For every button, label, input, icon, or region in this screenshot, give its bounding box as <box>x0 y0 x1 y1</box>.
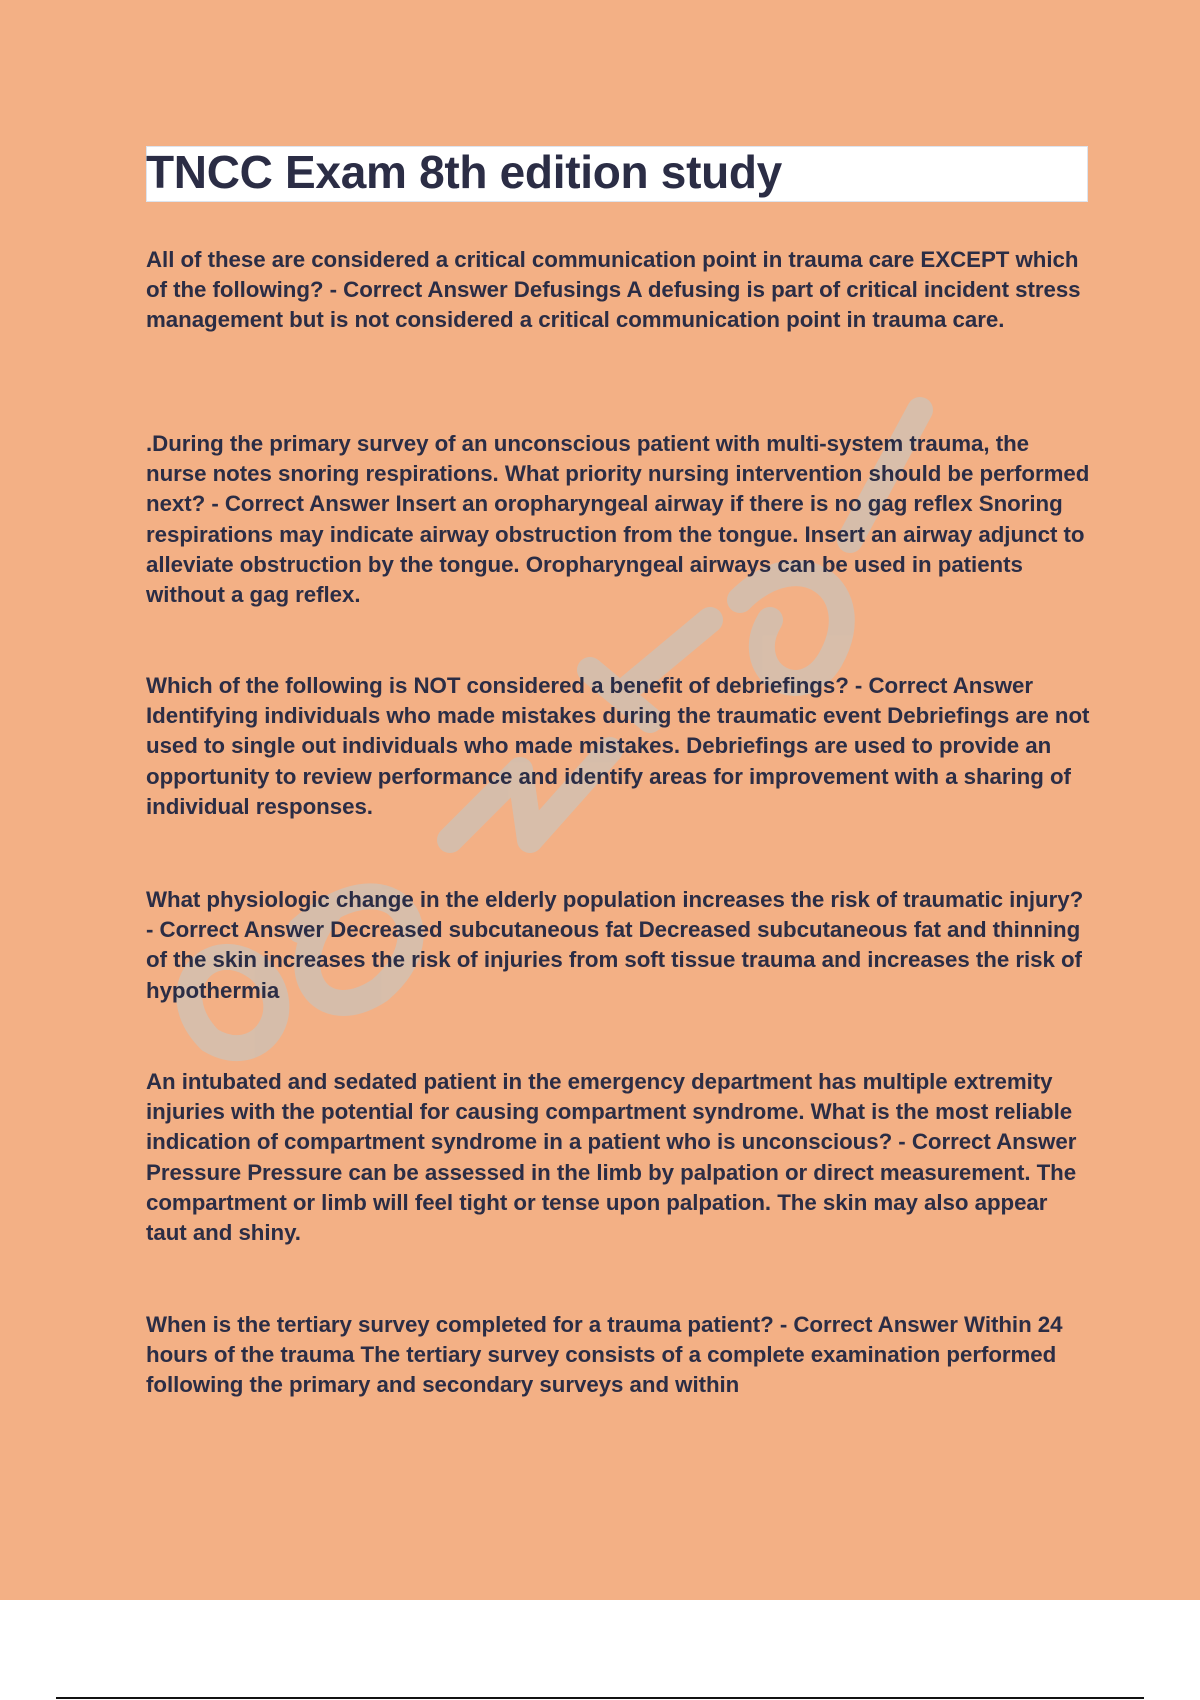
qa-paragraph-3: Which of the following is NOT considered a benefit of debriefings? - Correct Answer Identifying individuals who made mistakes during the traumatic event Debriefings are not used to single out individuals who made mistakes. Debriefings are used to provide an opportunity to review performance and identify areas for improvement with a sharing of individual responses. <box>146 673 1090 819</box>
qa-paragraph-6: When is the tertiary survey completed for a trauma patient? - Correct Answer Within 24 hours of the trauma The tertiary survey consists of a complete examination performed following the primary and secondary surveys and within <box>146 1312 1063 1398</box>
qa-paragraph-4: What physiologic change in the elderly population increases the risk of traumatic injury? - Correct Answer Decreased subcutaneous fat Decreased subcutaneous fat and thinning of the skin increases the risk of injuries from soft tissue trauma and increases the risk of hypothermia <box>146 887 1084 1003</box>
qa-paragraph-1: All of these are considered a critical communication point in trauma care EXCEPT which of the following? - Correct Answer Defusings A defusing is part of critical incident stress management but is not considered a critical communication point in trauma care. <box>146 247 1081 333</box>
bottom-rule <box>56 1697 1144 1699</box>
qa-paragraph-2: .During the primary survey of an unconscious patient with multi-system trauma, the nurse notes snoring respirations. What priority nursing intervention should be performed next? - Correct Answer Insert an oropharyngeal airway if there is no gag reflex Snoring respirations may indicate airway obstruction from the tongue. Insert an airway adjunct to alleviate obstruction by the tongue. Oropharyngeal airways can be used in patients without a gag reflex. <box>146 431 1090 608</box>
qa-paragraph-5: An intubated and sedated patient in the emergency department has multiple extremity injuries with the potential for causing compartment syndrome. What is the most reliable indication of compartment syndrome in a patient who is unconscious? - Correct Answer Pressure Pressure can be assessed in the limb by palpation or direct measurement. The compartment or limb will feel tight or tense upon palpation. The skin may also appear taut and shiny. <box>146 1069 1077 1246</box>
document-title: TNCC Exam 8th edition study <box>146 146 782 198</box>
